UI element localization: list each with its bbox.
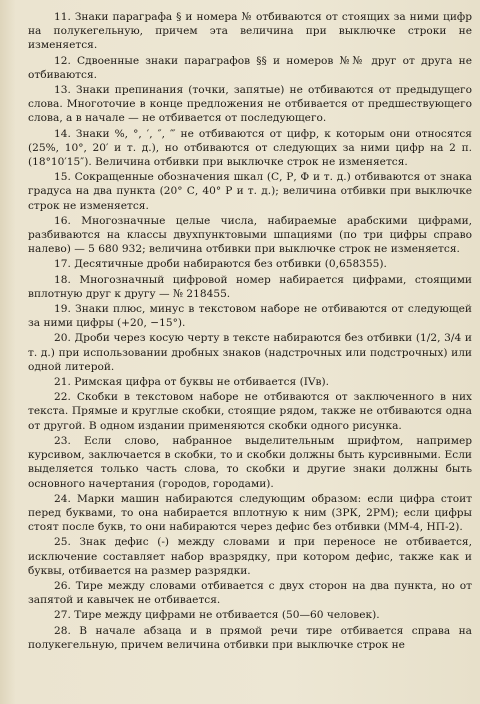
paragraph-21: 21. Римская цифра от буквы не отбивается (IVв). (54, 376, 329, 389)
paragraph-17: 17. Десятичные дроби набираются без отбивки (0,658355). (54, 258, 387, 271)
paragraph-16: 16. Многозначные целые числа, набираемые арабскими цифрами, разбиваются на классы двухпунктовыми шпациями (по три цифры справо налево) — 5 680 932; величина отбивки при выключке строк не изменяется. (28, 214, 472, 256)
margin-ink-mark (2, 594, 14, 610)
paragraph-14: 14. Знаки %, °, ′, ″, ‴ не отбиваются от цифр, к которым они относятся (25%, 10°, 20′ и т. д.), но отбиваются от следующих за ними цифр на 2 п. (18°10′15″). Величина отбивки при выключке строк не изменяется. (28, 127, 472, 169)
paragraph-22: 22. Скобки в текстовом наборе не отбиваются от заключенного в них текста. Прямые и круглые скобки, стоящие рядом, также не отбиваются одна от другой. В одном издании применяются скобки одного рисунка. (28, 391, 472, 432)
paragraph-12: 12. Сдвоенные знаки параграфов §§ и номеров №№ друг от друга не отбиваются. (28, 54, 472, 81)
paragraph-11: 11. Знаки параграфа § и номера № отбиваются от стоящих за ними цифр на полукегельную, причем эта величина при выключке строки не изменяется. (28, 11, 472, 52)
paragraph-28: 28. В начале абзаца и в прямой речи тире отбивается справа на полукегельную, причем величина отбивки при выключке строк не (28, 624, 472, 651)
paragraph-15: 15. Сокращенные обозначения шкал (С, Р, Ф и т. д.) отбиваются от знака градуса на два пункта (20° С, 40° Р и т. д.); величина отбивки при выключке строк не изменяется. (28, 171, 472, 212)
paragraph-27: 27. Тире между цифрами не отбивается (50—60 человек). (54, 609, 380, 622)
paragraph-26: 26. Тире между словами отбивается с двух сторон на два пункта, но от запятой и кавычек не отбивается. (28, 579, 472, 607)
margin-ink-mark (2, 336, 14, 352)
paragraph-19: 19. Знаки плюс, минус в текстовом наборе не отбиваются от следующей за ними цифры (+20, −15°). (28, 303, 472, 330)
paragraph-13: 13. Знаки препинания (точки, запятые) не отбиваются от предыдущего слова. Многоточие в конце предложения не отбивается от предшествующего слова, а в начале — не отбивается от последующего. (28, 84, 472, 125)
margin-ink-mark (2, 292, 14, 308)
paragraph-24: 24. Марки машин набираются следующим образом: если цифра стоит перед буквами, то она набирается вплотную к ним (3РК, 2РМ); если цифры стоят после букв, то они набираются через дефис без отбивки (ММ-4, НП-2). (28, 492, 472, 534)
paragraph-23: 23. Если слово, набранное выделительным шрифтом, например курсивом, заключается в скобки, то и скобки должны быть курсивными. Если выделяется только часть слова, то скобки и другие знаки должны быть основного начертания (городов, городами). (28, 434, 472, 490)
paragraph-18: 18. Многозначный цифровой номер набирается цифрами, стоящими вплотную друг к другу — № 218455. (28, 273, 472, 300)
paragraph-25: 25. Знак дефис (-) между словами и при переносе не отбивается, исключение составляет набор вразрядку, при котором дефис, также как и буквы, отбивается на размер разрядки. (28, 536, 472, 577)
paragraph-20: 20. Дроби через косую черту в тексте набираются без отбивки (1/2, 3/4 и т. д.) при использовании дробных знаков (надстрочных или подстрочных) или одной литерой. (28, 332, 472, 373)
text-block (28, 10, 472, 652)
